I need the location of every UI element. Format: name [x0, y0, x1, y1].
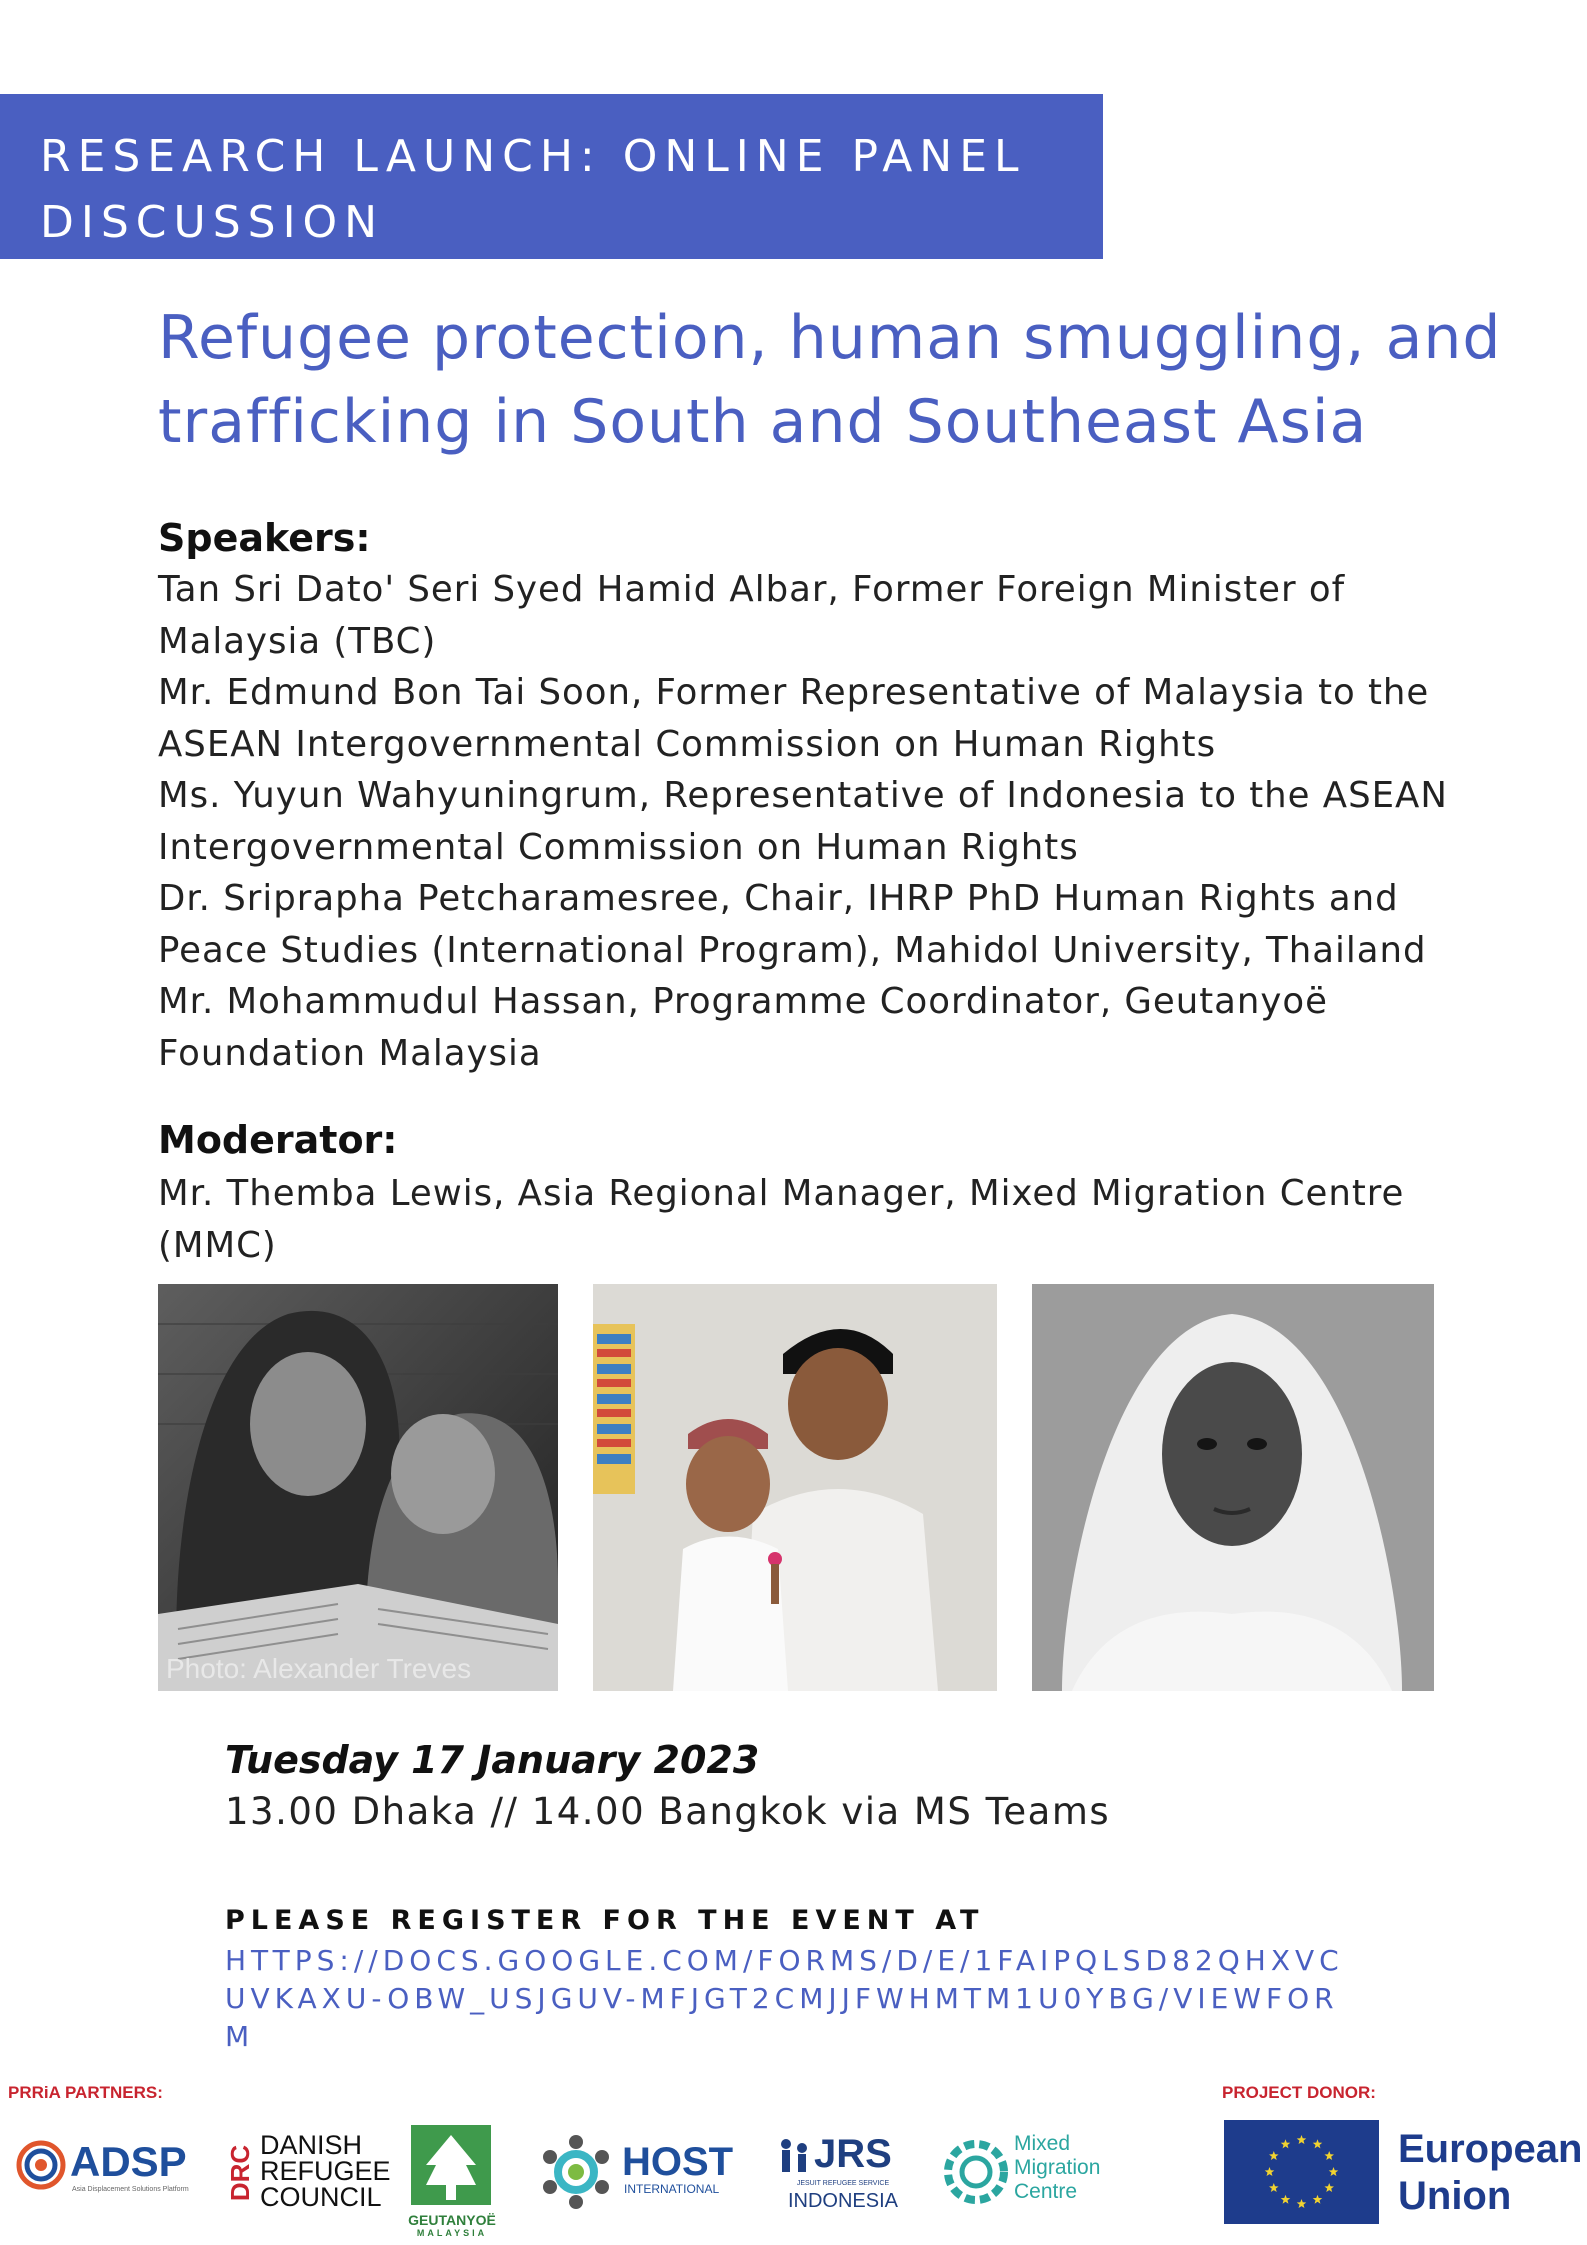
adsp-logo-tagline: Asia Displacement Solutions Platform: [72, 2186, 189, 2193]
event-date: Tuesday 17 January 2023: [225, 1738, 760, 1782]
host-logo-sub: INTERNATIONAL: [624, 2182, 720, 2196]
jrs-logo-sub: JESUIT REFUGEE SERVICE: [796, 2180, 890, 2187]
registration-link[interactable]: HTTPS://DOCS.GOOGLE.COM/FORMS/D/E/1FAIPQLSD82QHXVCUVKAXU-OBW_USJGUV-MFJGT2CMJJFWHMTM1U0YBG/VIEWFORM: [225, 1944, 1344, 2053]
speakers-heading: Speakers:: [158, 516, 371, 560]
drc-line: DANISH: [260, 2130, 363, 2160]
jrs-logo-country: INDONESIA: [787, 2190, 899, 2212]
drc-logo: [224, 2130, 391, 2214]
drc-tag-text: DRC: [224, 2144, 255, 2202]
drc-tag-icon: [224, 2132, 255, 2214]
geutanyoe-logo: [406, 2120, 496, 2238]
host-people-ring-icon: [536, 2132, 616, 2212]
register-label: PLEASE REGISTER FOR THE EVENT AT: [225, 1905, 985, 1936]
speaker-item: Dr. Sriprapha Petcharamesree, Chair, IHRP PhD Human Rights and Peace Studies (International Program), Mahidol University, Thailand: [158, 878, 1427, 971]
host-logo: [536, 2132, 746, 2210]
speaker-item: Ms. Yuyun Wahyuningrum, Representative of Indonesia to the ASEAN Intergovernmental Commission on Human Rights: [158, 775, 1448, 868]
eu-line: Union: [1398, 2174, 1512, 2218]
adsp-logo: [14, 2134, 204, 2194]
event-type-banner: [0, 94, 1103, 259]
drc-logo-text: [260, 2132, 391, 2210]
mmc-logo-text: [1014, 2132, 1100, 2204]
moderator-heading: Moderator:: [158, 1118, 398, 1162]
photo-two-boys: [593, 1284, 997, 1691]
donor-label: PROJECT DONOR:: [1222, 2083, 1376, 2102]
eu-flag-icon: [1224, 2120, 1379, 2224]
mmc-logo: [940, 2130, 1115, 2214]
eu-line: European: [1398, 2127, 1583, 2171]
photo-credit: Photo: Alexander Treves: [166, 1653, 472, 1684]
drc-line: COUNCIL: [260, 2182, 382, 2212]
jrs-figures-icon: [778, 2136, 814, 2176]
moderator-name: Mr. Themba Lewis, Asia Regional Manager, Mixed Migration Centre (MMC): [158, 1173, 1405, 1266]
partners-label: PRRiA PARTNERS:: [8, 2083, 163, 2102]
event-time: 13.00 Dhaka // 14.00 Bangkok via MS Teams: [225, 1790, 1111, 1833]
host-logo-text: HOST: [622, 2140, 734, 2184]
banner-title: RESEARCH LAUNCH: ONLINE PANEL DISCUSSION: [40, 131, 1026, 248]
geutanyoe-emblem-icon: [406, 2120, 496, 2210]
adsp-logo-text: ADSP: [70, 2138, 187, 2185]
eu-logo: [1224, 2120, 1587, 2230]
jrs-logo: [778, 2132, 908, 2212]
jrs-logo-text: JRS: [814, 2132, 892, 2176]
mmc-line: Mixed: [1014, 2132, 1071, 2155]
adsp-swirl-icon: [14, 2138, 68, 2192]
photo-girls-reading: [158, 1284, 558, 1691]
mmc-line: Migration: [1014, 2156, 1101, 2179]
eu-logo-text: [1398, 2126, 1582, 2220]
geutanyoe-country: MALAYSIA: [416, 2228, 488, 2238]
geutanyoe-name: GEUTANYOË: [408, 2212, 496, 2228]
event-headline: Refugee protection, human smuggling, and trafficking in South and Southeast Asia: [158, 303, 1502, 457]
photo-girl-portrait: [1032, 1284, 1434, 1691]
speaker-item: Mr. Mohammudul Hassan, Programme Coordinator, Geutanyoë Foundation Malaysia: [158, 981, 1328, 1074]
mmc-line: Centre: [1014, 2180, 1078, 2203]
speaker-item: Tan Sri Dato' Seri Syed Hamid Albar, Former Foreign Minister of Malaysia (TBC): [158, 569, 1346, 662]
mmc-ring-icon: [940, 2136, 1012, 2208]
speaker-item: Mr. Edmund Bon Tai Soon, Former Representative of Malaysia to the ASEAN Intergovernmental Commission on Human Rights: [158, 672, 1430, 765]
speaker-list: [158, 564, 1488, 1079]
geutanyoe-logo-text: [402, 2212, 502, 2238]
drc-line: REFUGEE: [260, 2156, 391, 2186]
